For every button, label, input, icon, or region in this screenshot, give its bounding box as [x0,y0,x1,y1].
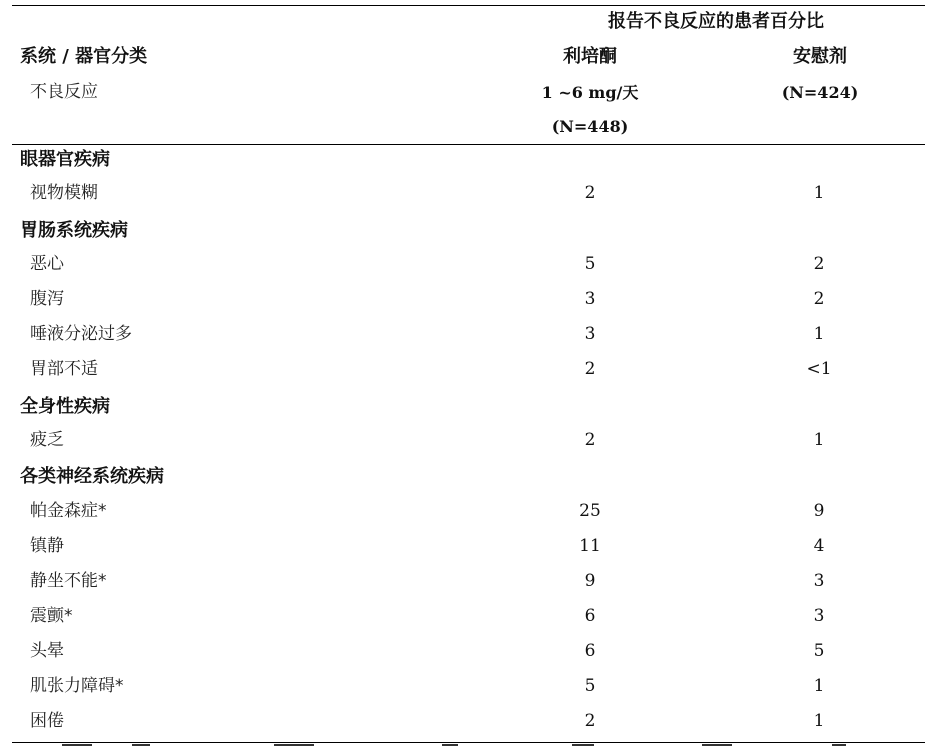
drug-percent: 9 [584,571,596,591]
drug-percent: 5 [584,676,596,696]
table-top-rule [12,5,925,6]
reaction-label: 腹泻 [30,289,64,309]
column-header-placebo: 安慰剂 [793,46,847,67]
placebo-percent: 2 [813,254,825,274]
category-heading: 眼器官疾病 [20,149,110,170]
reaction-label: 镇静 [30,536,64,556]
category-heading: 各类神经系统疾病 [20,466,164,487]
placebo-percent: 3 [813,606,825,626]
reaction-label: 恶心 [30,254,64,274]
category-heading: 胃肠系统疾病 [20,220,128,241]
drug-percent: 2 [584,183,596,203]
placebo-percent: 2 [813,289,825,309]
placebo-percent: <1 [806,359,832,379]
reaction-label: 胃部不适 [30,359,98,379]
drug-percent: 6 [584,606,596,626]
placebo-percent: 1 [813,711,825,731]
reaction-label: 肌张力障碍* [30,676,124,696]
drug-percent: 3 [584,289,596,309]
placebo-percent: 1 [813,676,825,696]
drug-percent: 2 [584,359,596,379]
category-heading: 全身性疾病 [20,396,110,417]
reaction-label: 唾液分泌过多 [30,324,132,344]
reaction-label: 震颤* [30,606,73,626]
drug-percent: 5 [584,254,596,274]
column-header-drug: 利培酮 [563,46,617,67]
placebo-percent: 4 [813,536,825,556]
placebo-percent: 1 [813,430,825,450]
drug-percent: 11 [579,536,601,556]
placebo-percent: 1 [813,324,825,344]
reaction-label: 静坐不能* [30,571,107,591]
drug-percent: 25 [579,501,601,521]
placebo-percent: 5 [813,641,825,661]
placebo-percent: 9 [813,501,825,521]
reaction-label: 帕金森症* [30,501,107,521]
header-separator-rule [12,144,925,145]
drug-percent: 2 [584,430,596,450]
drug-percent: 2 [584,711,596,731]
column-header-reaction: 不良反应 [30,82,98,102]
percent-header: 报告不良反应的患者百分比 [608,11,824,32]
placebo-percent: 3 [813,571,825,591]
drug-percent: 3 [584,324,596,344]
drug-dose: 1 ~6 mg/天 [541,83,639,102]
reaction-label: 头晕 [30,641,64,661]
placebo-percent: 1 [813,183,825,203]
drug-n: (N=448) [551,117,629,136]
reaction-label: 疲乏 [30,430,64,450]
reaction-label: 困倦 [30,711,64,731]
column-header-system-organ-class: 系统 / 器官分类 [20,46,148,67]
reaction-label: 视物模糊 [30,183,98,203]
placebo-n: (N=424) [781,83,859,102]
drug-percent: 6 [584,641,596,661]
cut-off-text-fragments [12,743,925,747]
